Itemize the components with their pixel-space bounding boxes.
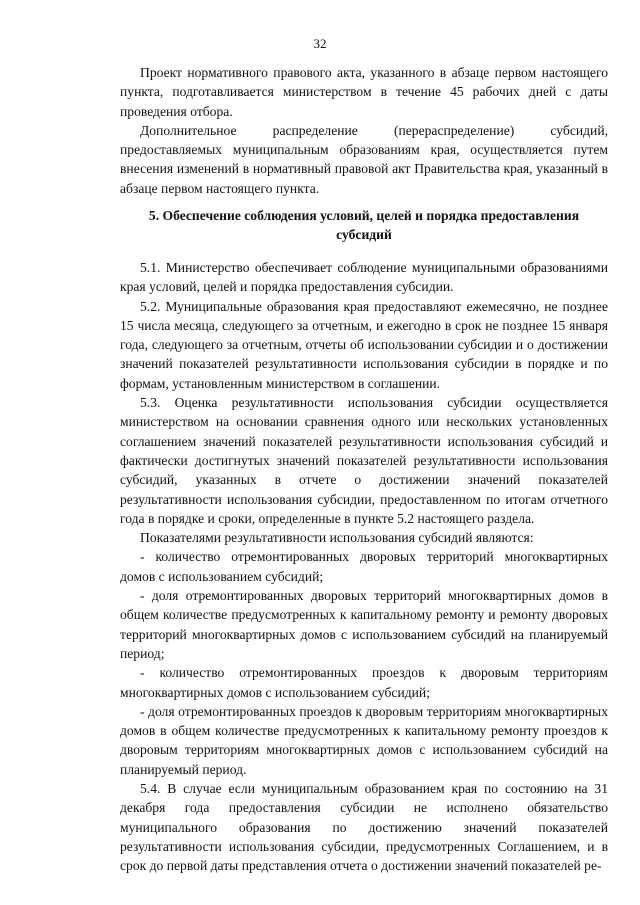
paragraph-redistribution: Дополнительное распределение (перераспределение) субсидий, предоставляемых муниципальным образованиям края, осуществляется путем внесения изменений в нормативный правовой акт Правительства края, указанный в абзаце первом настоящего пункта. (120, 122, 608, 196)
paragraph-draft-act: Проект нормативного правового акта, указанного в абзаце первом настоящего пункта, подготавливается министерством в течение 45 рабочих дней с даты проведения отбора. (120, 65, 608, 119)
page-number: 32 (313, 36, 327, 51)
paragraph-5-2: 5.2. Муниципальные образования края предоставляют ежемесячно, не позднее 15 числа месяца, следующего за отчетным, и ежегодно в срок не позднее 15 января года, следующего за отчетным, отчеты об использовании субсидии и о достижении значений показателей результативности использования субсидии в порядке и по формам, установленным министерством в соглашении. (120, 298, 608, 391)
list-item-indicator-3: - количество отремонтированных проездов к дворовым территориям многоквартирных домов с использованием субсидий; (120, 665, 608, 700)
paragraph-5-1: 5.1. Министерство обеспечивает соблюдение муниципальными образованиями края условий, целей и порядка предоставления субсидии. (120, 260, 608, 295)
section-text-block (120, 258, 608, 876)
list-item-indicator-1: - количество отремонтированных дворовых территорий многоквартирных домов с использованием субсидий; (120, 549, 608, 584)
list-item-indicator-4: - доля отремонтированных проездов к дворовым территориям многоквартирных домов в общем количестве предусмотренных к капитальному ремонту проездов к дворовым территориям многоквартирных домов с использованием субсидий на планируемый период. (120, 703, 608, 777)
paragraph-5-4: 5.4. В случае если муниципальным образованием края по состоянию на 31 декабря года предоставления субсидии не исполнено обязательство муниципального образования по достижению значений показателей результативности использования субсидии, предусмотренных Соглашением, и в срок до первой даты представления отчета о достижении значений показателей ре- (120, 781, 608, 874)
section-heading: 5. Обеспечение соблюдения условий, целей и порядка предоставления субсидий (148, 208, 580, 243)
list-item-indicator-2: - доля отремонтированных дворовых территорий многоквартирных домов в общем количестве предусмотренных к капитальному ремонту и ремонту дворовых территорий многоквартирных домов с использованием субсидий на планируемый период; (120, 588, 608, 661)
paragraph-indicators-intro: Показателями результативности использования субсидий являются: (140, 530, 534, 546)
intro-text-block (120, 63, 608, 198)
paragraph-5-3: 5.3. Оценка результативности использования субсидии осуществляется министерством на основании сравнения одного или нескольких установленных соглашением значений показателей результативности использования субсидий и фактически достигнутых значений показателей результативности использования субсидий, указанных в отчете о достижении значений показателей результативности использования субсидии, предоставленном по итогам отчетного года в порядке и сроки, определенные в пункте 5.2 настоящего раздела. (120, 395, 608, 526)
